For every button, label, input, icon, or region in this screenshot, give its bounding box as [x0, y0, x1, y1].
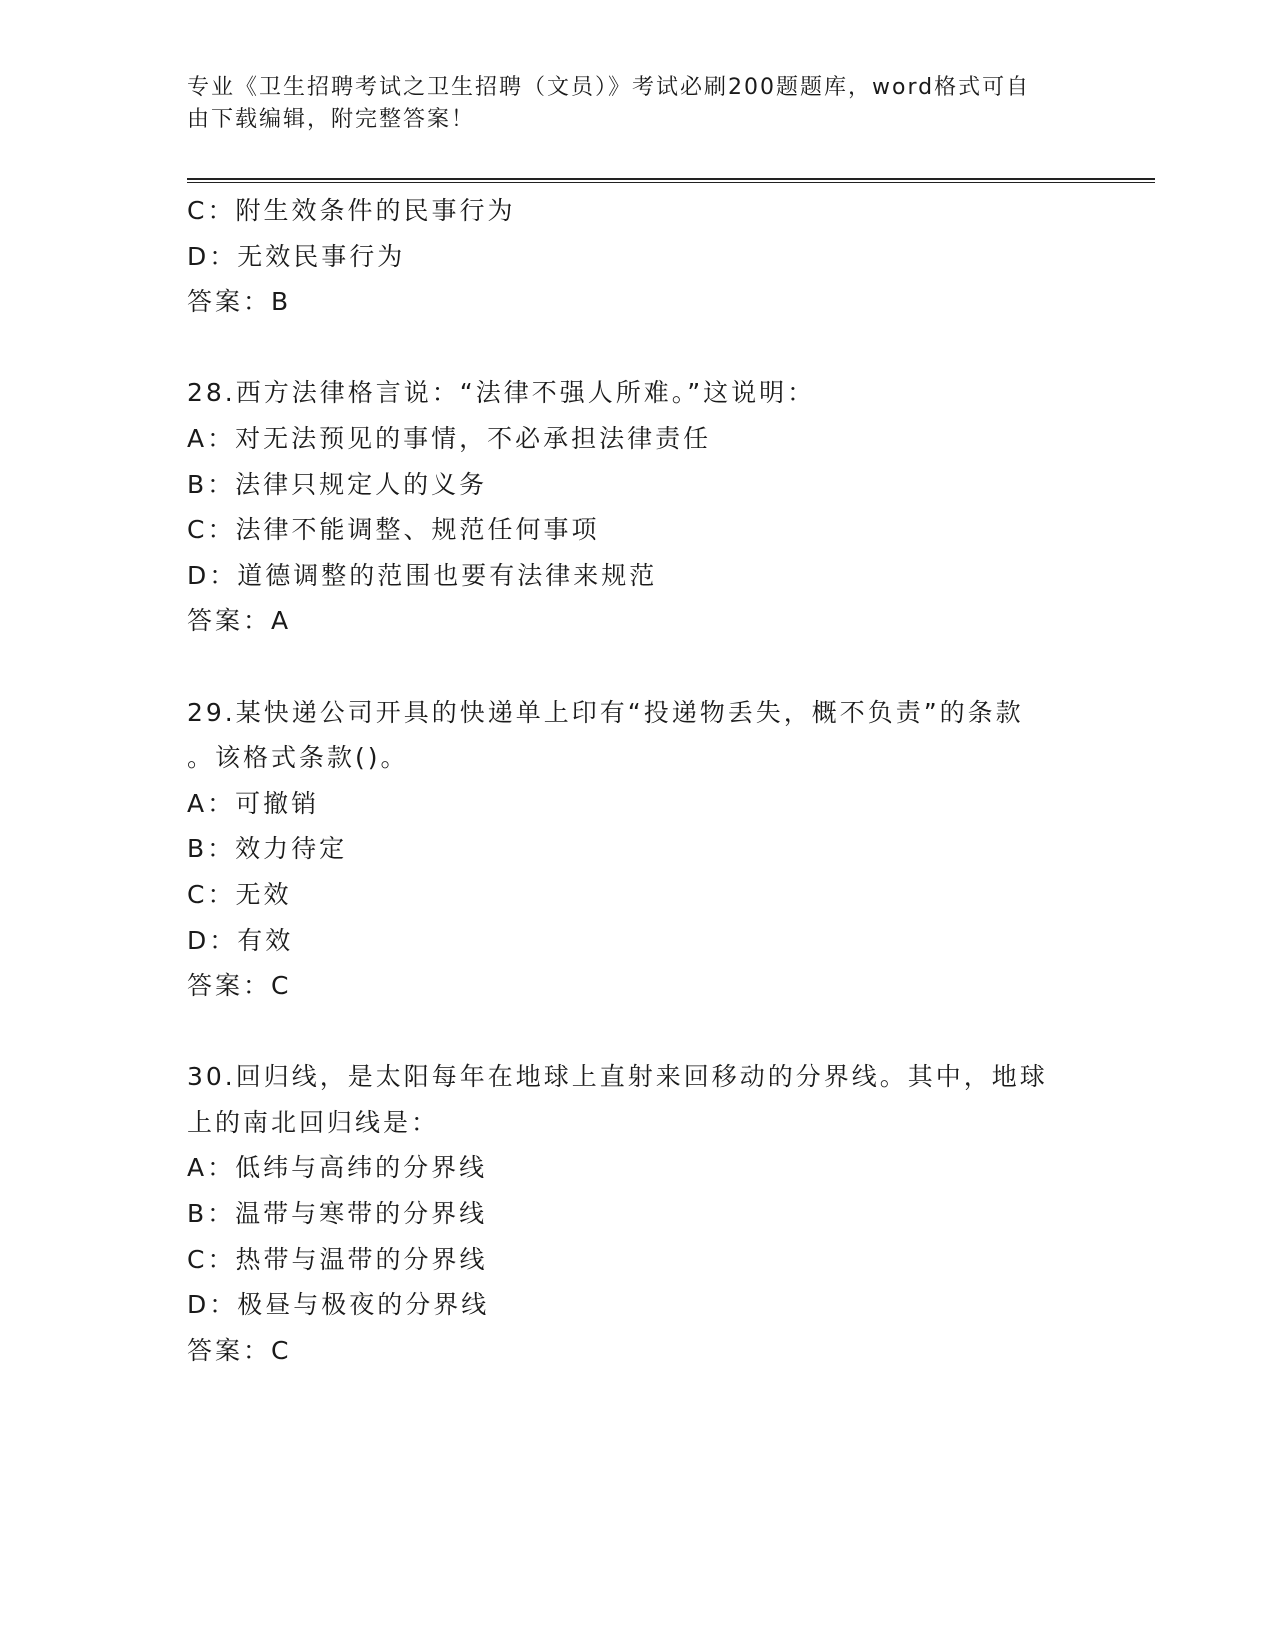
question-text: 。该格式条款()。 [187, 743, 409, 773]
option-a: A：低纬与高纬的分界线 [187, 1153, 488, 1183]
header-line: 专业《卫生招聘考试之卫生招聘（文员）》考试必刷200题题库，word格式可自 [187, 75, 1031, 100]
option-c: C：热带与温带的分界线 [187, 1244, 488, 1274]
spacer [187, 644, 1087, 690]
header-line: 由下载编辑，附完整答案！ [187, 107, 476, 132]
option-c: C：法律不能调整、规范任何事项 [187, 515, 600, 545]
question-text: 30.回归线，是太阳每年在地球上直射来回移动的分界线。其中，地球 [187, 1062, 1048, 1092]
spacer [187, 325, 1087, 371]
header-divider [187, 178, 1155, 183]
question-text: 29.某快递公司开具的快递单上印有“投递物丢失，概不负责”的条款 [187, 697, 1024, 727]
option-c: C：无效 [187, 879, 292, 909]
answer-line: 答案：B [187, 287, 292, 317]
answer-line: 答案：C [187, 971, 292, 1001]
question-block [187, 370, 1087, 644]
option-b: B：法律只规定人的义务 [187, 469, 488, 499]
question-text: 上的南北回归线是： [187, 1107, 440, 1137]
answer-line: 答案：A [187, 606, 292, 636]
option-d: D：无效民事行为 [187, 241, 406, 271]
option-d: D：有效 [187, 925, 294, 955]
page-header [187, 72, 1087, 136]
option-b: B：温带与寒带的分界线 [187, 1199, 488, 1229]
option-d: D：极昼与极夜的分界线 [187, 1290, 490, 1320]
option-d: D：道德调整的范围也要有法律来规范 [187, 560, 658, 590]
document-body [187, 188, 1087, 1373]
option-b: B：效力待定 [187, 834, 348, 864]
option-a: A：对无法预见的事情，不必承担法律责任 [187, 423, 712, 453]
answer-line: 答案：C [187, 1335, 292, 1365]
question-block [187, 690, 1087, 1009]
question-block [187, 1054, 1087, 1373]
spacer [187, 1009, 1087, 1055]
option-c: C：附生效条件的民事行为 [187, 196, 516, 225]
option-a: A：可撤销 [187, 788, 320, 818]
question-text: 28.西方法律格言说：“法律不强人所难。”这说明： [187, 378, 816, 408]
question-block [187, 188, 1087, 325]
